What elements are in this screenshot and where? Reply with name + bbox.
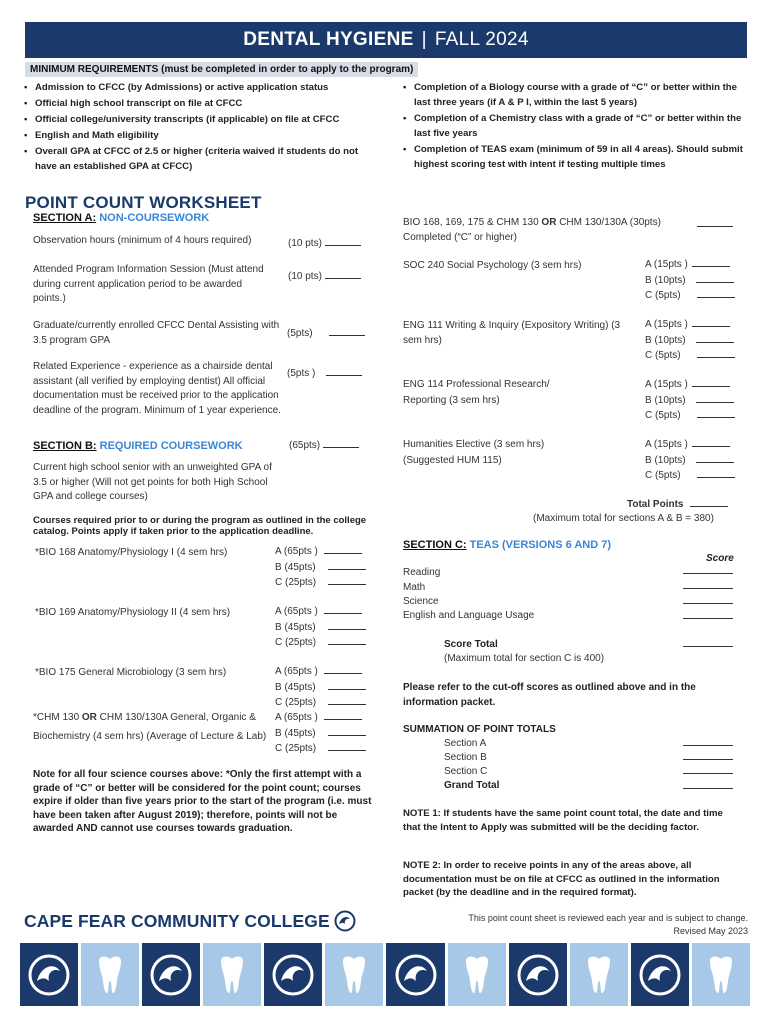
requirement-item: • Completion of a Chemistry class with a grade of “C” or better within the last five years — [403, 111, 748, 141]
grade-label: B (10pts) — [645, 394, 686, 406]
score-blank[interactable] — [696, 394, 734, 403]
grade-label: B (10pts) — [645, 334, 686, 346]
grade-label: B (10pts) — [645, 454, 686, 466]
review-note: This point count sheet is reviewed each year and is subject to change. — [468, 913, 748, 923]
grade-option — [645, 348, 735, 364]
decorative-tile-band — [20, 943, 750, 1006]
bio-combo-line1 — [403, 216, 693, 231]
grade-option — [275, 680, 366, 696]
min-requirements-heading: MINIMUM REQUIREMENTS (must be completed in order to apply to the program) — [25, 62, 418, 77]
grade-option — [275, 544, 366, 560]
score-blank[interactable] — [683, 737, 733, 746]
tooth-icon — [462, 955, 492, 995]
points-value: (10 pts) — [288, 238, 322, 249]
requirement-item: • Official high school transcript on file at CFCC — [24, 96, 369, 111]
grade-label: C (5pts) — [645, 350, 681, 361]
score-total-label: Score Total — [444, 639, 498, 650]
college-name: CAPE FEAR COMMUNITY COLLEGE — [24, 910, 330, 931]
score-blank[interactable] — [328, 576, 366, 585]
grade-option — [645, 377, 735, 393]
tooth-icon — [95, 955, 125, 995]
summation-item: Section B — [444, 752, 487, 763]
bio-combo-or: OR — [541, 217, 557, 228]
tooth-tile — [570, 943, 628, 1006]
grade-option — [275, 620, 366, 636]
score-blank[interactable] — [697, 349, 735, 358]
grade-options — [645, 377, 735, 424]
grade-label: A (15pts ) — [645, 439, 688, 450]
footer-note — [468, 912, 748, 938]
grade-options — [275, 544, 366, 591]
teas-item: English and Language Usage — [403, 610, 535, 621]
requirements-left-list — [24, 80, 369, 175]
logo-tile — [509, 943, 567, 1006]
score-blank[interactable] — [697, 409, 735, 418]
chm-pre: *CHM 130 — [33, 712, 82, 723]
grade-label: C (5pts) — [645, 410, 681, 421]
summation-item: Section C — [444, 766, 488, 777]
grade-options — [275, 604, 366, 651]
cfcc-wave-logo-icon — [515, 952, 561, 998]
teas-blank — [683, 610, 733, 622]
cfcc-wave-logo-icon — [270, 952, 316, 998]
bio-combo-item — [403, 216, 693, 245]
total-points-label: Total Points — [627, 499, 684, 510]
grade-option — [645, 333, 735, 349]
grade-label: A (65pts ) — [275, 546, 318, 557]
cfcc-wave-logo-icon — [148, 952, 194, 998]
grade-options — [645, 437, 735, 484]
score-blank[interactable] — [324, 545, 362, 554]
grade-option — [645, 273, 735, 289]
score-blank[interactable] — [683, 565, 733, 574]
grade-option — [275, 560, 366, 576]
points-value: (10 pts) — [288, 271, 322, 282]
hs-senior-criteria: Current high school senior with an unweighted GPA of 3.5 or higher (Will not get points for both High School GPA and college courses) — [33, 462, 272, 502]
score-blank[interactable] — [326, 367, 362, 376]
score-blank[interactable] — [329, 327, 365, 336]
requirement-item: • English and Math eligibility — [24, 128, 369, 143]
requirements-right-list — [403, 80, 748, 173]
summation-blank — [683, 765, 733, 777]
logo-tile — [142, 943, 200, 1006]
course-name: *BIO 169 Anatomy/Physiology II (4 sem hrs) — [35, 607, 231, 618]
score-blank[interactable] — [324, 711, 362, 720]
score-blank[interactable] — [323, 439, 359, 448]
points-value: (5pts) — [287, 328, 313, 339]
requirement-item: • Admission to CFCC (by Admissions) or active application status — [24, 80, 369, 95]
teas-item: Math — [403, 582, 426, 593]
chm-course-name — [33, 711, 278, 744]
section-a-label: SECTION A: — [33, 212, 97, 224]
total-max: (Maximum total for sections A & B = 380) — [533, 513, 714, 524]
summation-blank — [683, 737, 733, 749]
summation-heading: SUMMATION OF POINT TOTALS — [403, 724, 556, 735]
grade-option — [645, 288, 735, 304]
section-c-label: SECTION C: — [403, 539, 467, 551]
section-a-item-points — [288, 270, 361, 282]
grade-label: C (5pts) — [645, 290, 681, 301]
score-blank[interactable] — [696, 334, 734, 343]
chm-or: OR — [81, 712, 97, 723]
grade-option — [645, 317, 735, 333]
bio-combo-line2: Completed (“C” or higher) — [403, 231, 517, 243]
note-1: NOTE 1: If students have the same point count total, the date and time that the Intent to Apply was submitted will be the deciding factor. — [403, 808, 723, 833]
bio-combo-post: CHM 130/130A (30pts) — [556, 217, 661, 228]
course-name: Humanities Elective (3 sem hrs) (Suggested HUM 115) — [403, 439, 545, 466]
score-blank[interactable] — [696, 454, 734, 463]
points-value: (65pts) — [289, 440, 321, 451]
grade-option — [275, 741, 366, 757]
section-a-heading — [33, 212, 209, 224]
score-blank[interactable] — [692, 438, 730, 447]
term-label: FALL 2024 — [434, 29, 529, 50]
score-blank[interactable] — [690, 498, 728, 507]
summation-item: Grand Total — [444, 780, 500, 791]
teas-blank — [683, 580, 733, 592]
section-a-item-points — [288, 237, 361, 249]
course-name: *BIO 168 Anatomy/Physiology I (4 sem hrs) — [35, 547, 228, 558]
grade-label: C (25pts) — [275, 743, 317, 754]
teas-blank — [683, 565, 733, 577]
score-blank[interactable] — [697, 469, 735, 478]
grade-label: B (45pts) — [275, 681, 316, 693]
total-points-row — [627, 498, 728, 510]
grade-option — [275, 635, 366, 651]
cfcc-wave-logo-icon — [637, 952, 683, 998]
score-blank[interactable] — [328, 727, 366, 736]
score-blank[interactable] — [328, 561, 366, 570]
grade-label: C (5pts) — [645, 470, 681, 481]
score-blank[interactable] — [697, 289, 735, 298]
teas-item: Science — [403, 596, 439, 607]
score-total-blank — [683, 638, 733, 650]
course-name: ENG 114 Professional Research/ Reporting (3 sem hrs) — [403, 379, 550, 406]
program-name: DENTAL HYGIENE — [243, 29, 414, 50]
score-blank[interactable] — [697, 218, 733, 227]
worksheet-title: POINT COUNT WORKSHEET — [25, 193, 262, 212]
college-logo — [24, 910, 356, 932]
course-name: *BIO 175 General Microbiology (3 sem hrs) — [35, 667, 227, 678]
grade-option — [645, 468, 735, 484]
grade-option — [645, 437, 735, 453]
score-blank[interactable] — [683, 638, 733, 647]
score-blank[interactable] — [692, 258, 730, 267]
points-value: (5pts ) — [287, 368, 316, 379]
summation-blank — [683, 751, 733, 763]
score-blank[interactable] — [683, 595, 733, 604]
logo-tile — [20, 943, 78, 1006]
teas-item: Reading — [403, 567, 441, 578]
section-a-name: NON-COURSEWORK — [99, 212, 210, 224]
tooth-tile — [448, 943, 506, 1006]
science-courses-note: Note for all four science courses above: *Only the first attempt with a grade of “C” or better will be considered for the point count; courses expire if older than five years prior to the start of the program (i.e. must have been taken after August 2019); therefore, points will not be awarded AND cannot use courses towards graduation. — [33, 769, 372, 834]
title-banner — [25, 22, 747, 58]
tooth-tile — [325, 943, 383, 1006]
requirement-item: • Completion of a Biology course with a grade of “C” or better within the last three years (if A & P I, within the last 5 years) — [403, 80, 748, 110]
requirement-item: • Overall GPA at CFCC of 2.5 or higher (criteria waived if students do not have an established GPA at CFCC) — [24, 144, 369, 174]
section-a-item-points — [287, 367, 362, 379]
course-name: ENG 111 Writing & Inquiry (Expository Writing) (3 sem hrs) — [403, 320, 621, 346]
score-blank[interactable] — [324, 605, 362, 614]
score-blank[interactable] — [692, 318, 730, 327]
bio-combo-blank — [697, 218, 733, 230]
score-blank[interactable] — [328, 681, 366, 690]
score-blank[interactable] — [696, 274, 734, 283]
title-separator: | — [421, 29, 427, 50]
course-name: SOC 240 Social Psychology (3 sem hrs) — [403, 260, 582, 271]
section-b-points — [289, 439, 359, 451]
grade-option — [275, 604, 366, 620]
grade-label: C (25pts) — [275, 697, 317, 708]
grade-option — [275, 575, 366, 591]
section-c-name: TEAS (VERSIONS 6 AND 7) — [469, 539, 612, 551]
score-blank[interactable] — [324, 665, 362, 674]
grade-label: B (45pts) — [275, 561, 316, 573]
teas-blank — [683, 595, 733, 607]
section-a-item-text: Related Experience - experience as a chairside dental assistant (all verified by employing dentist) All official documentation must be received prior to the application deadline of the program. Minimum of 1 year experience. — [33, 361, 281, 416]
summation-blank — [683, 780, 733, 792]
score-blank[interactable] — [325, 237, 361, 246]
score-blank[interactable] — [328, 696, 366, 705]
grade-options — [275, 710, 366, 757]
section-a-item-text: Graduate/currently enrolled CFCC Dental Assisting with 3.5 program GPA — [33, 320, 280, 346]
revised-date: Revised May 2023 — [673, 926, 748, 936]
tooth-icon — [706, 955, 736, 995]
tooth-icon — [584, 955, 614, 995]
grade-label: A (65pts ) — [275, 666, 318, 677]
cfcc-wave-logo-icon — [334, 910, 356, 932]
courses-intro: Courses required prior to or during the program as outlined in the college catalog. Points apply if taken prior to the application deadline. — [33, 515, 367, 537]
requirement-item: • Completion of TEAS exam (minimum of 59 in all 4 areas). Should submit highest scoring test with intent if testing multiple times — [403, 142, 748, 172]
bio-combo-pre: BIO 168, 169, 175 & CHM 130 — [403, 217, 542, 228]
tooth-tile — [203, 943, 261, 1006]
cfcc-wave-logo-icon — [393, 952, 439, 998]
score-blank[interactable] — [328, 621, 366, 630]
section-a-item-text: Observation hours (minimum of 4 hours required) — [33, 235, 252, 246]
score-blank[interactable] — [683, 610, 733, 619]
grade-label: C (25pts) — [275, 637, 317, 648]
score-blank[interactable] — [692, 378, 730, 387]
chm-line2: Biochemistry (4 sem hrs) (Average of Lecture & Lab) — [33, 730, 267, 742]
grade-option — [645, 453, 735, 469]
logo-tile — [386, 943, 444, 1006]
grade-option — [275, 695, 366, 711]
score-blank[interactable] — [328, 742, 366, 751]
section-c-heading — [403, 539, 611, 551]
grade-option — [645, 257, 735, 273]
grade-label: B (10pts) — [645, 274, 686, 286]
grade-option — [645, 408, 735, 424]
logo-tile — [264, 943, 322, 1006]
grade-label: A (65pts ) — [275, 712, 318, 723]
score-max: (Maximum total for section C is 400) — [444, 653, 605, 664]
tooth-icon — [217, 955, 247, 995]
grade-label: A (65pts ) — [275, 606, 318, 617]
grade-option — [275, 664, 366, 680]
score-column-label: Score — [706, 553, 734, 564]
grade-label: B (45pts) — [275, 621, 316, 633]
tooth-tile — [692, 943, 750, 1006]
score-blank[interactable] — [683, 780, 733, 789]
note-2: NOTE 2: In order to receive points in any of the areas above, all documentation must be on file at CFCC as outlined in the information packet (by the deadline and in the required format). — [403, 860, 720, 898]
score-blank[interactable] — [683, 751, 733, 760]
chm-post: CHM 130/130A General, Organic & — [96, 712, 256, 723]
score-blank[interactable] — [328, 636, 366, 645]
grade-label: A (15pts ) — [645, 319, 688, 330]
cfcc-wave-logo-icon — [26, 952, 72, 998]
score-blank[interactable] — [683, 580, 733, 589]
cutoff-note: Please refer to the cut-off scores as outlined above and in the information packet. — [403, 682, 696, 708]
tooth-tile — [81, 943, 139, 1006]
requirement-item: • Official college/university transcripts (if applicable) on file at CFCC — [24, 112, 369, 127]
grade-option — [275, 726, 366, 742]
score-blank[interactable] — [325, 270, 361, 279]
tooth-icon — [339, 955, 369, 995]
grade-options — [645, 317, 735, 364]
logo-tile — [631, 943, 689, 1006]
grade-options — [275, 664, 366, 711]
section-b-heading — [33, 440, 243, 452]
grade-option — [645, 393, 735, 409]
grade-label: C (25pts) — [275, 577, 317, 588]
grade-label: B (45pts) — [275, 727, 316, 739]
summation-item: Section A — [444, 738, 487, 749]
grade-options — [645, 257, 735, 304]
section-a-item-points — [287, 327, 365, 339]
section-a-item-text: Attended Program Information Session (Must attend during current application period to be awarded points.) — [33, 264, 264, 304]
grade-label: A (15pts ) — [645, 259, 688, 270]
chm-line1 — [33, 711, 278, 726]
grade-label: A (15pts ) — [645, 379, 688, 390]
section-b-label: SECTION B: — [33, 440, 97, 452]
score-blank[interactable] — [683, 765, 733, 774]
grade-option — [275, 710, 366, 726]
section-b-name: REQUIRED COURSEWORK — [99, 440, 243, 452]
